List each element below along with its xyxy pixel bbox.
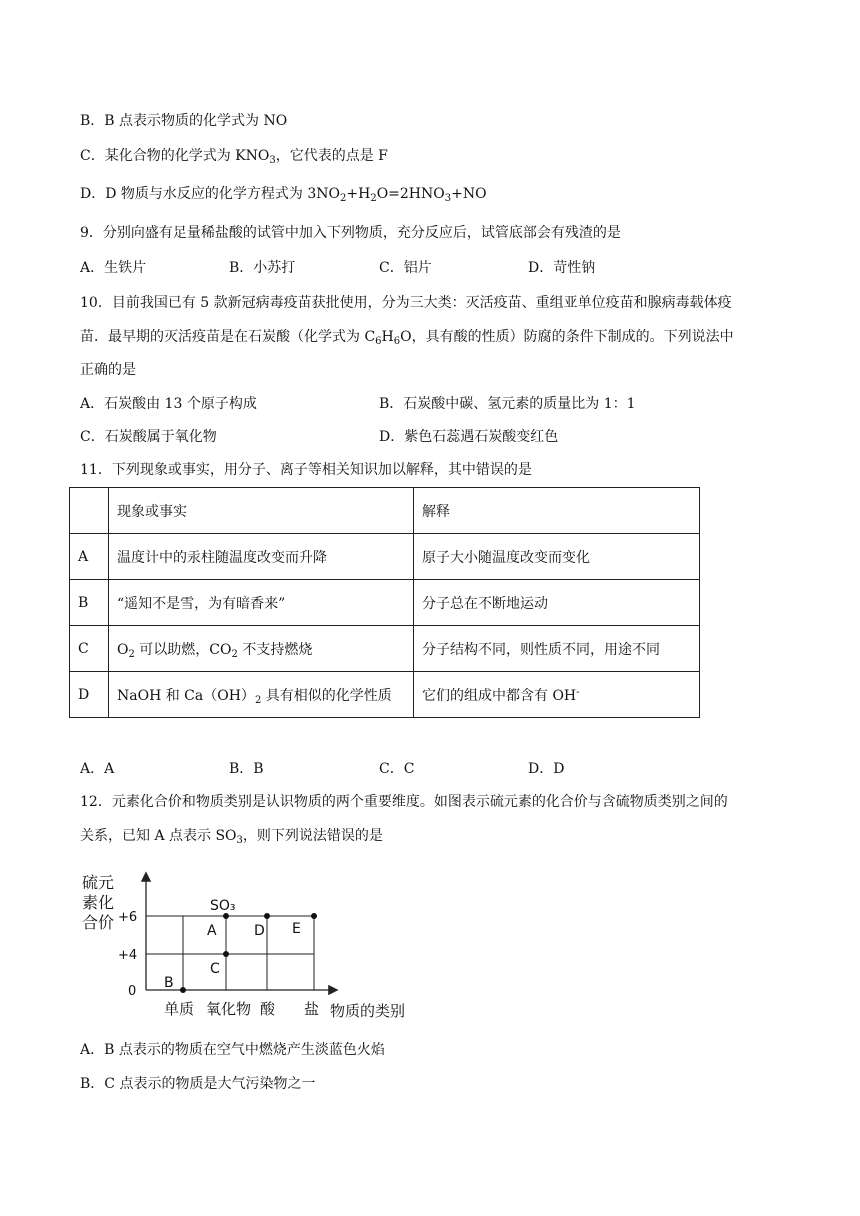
q10-option-d: D．紫色石蕊遇石炭酸变红色: [379, 429, 559, 445]
table-cell-key: D: [70, 672, 109, 718]
table-header-cell: [70, 488, 109, 534]
q11-stem: 11．下列现象或事实，用分子、离子等相关知识加以解释，其中错误的是: [80, 462, 532, 478]
q10-option-b: B．石炭酸中碳、氢元素的质量比为 1：1: [379, 396, 636, 412]
table-row: [70, 626, 700, 672]
table-header-cell: 解释: [414, 488, 700, 534]
q9-option-d: D．苛性钠: [528, 260, 596, 276]
table-cell-explain: 分子总在不断地运动: [414, 580, 700, 626]
q11-option-d: D．D: [528, 761, 565, 777]
table-cell-explain: 分子结构不同，则性质不同，用途不同: [414, 626, 700, 672]
x-tick-oxide: 氧化物: [206, 1000, 252, 1018]
x-tick-salt: 盐: [304, 1000, 320, 1018]
y-title-line3: 合价: [82, 913, 115, 932]
table-cell-explain: 它们的组成中都含有 OH-: [414, 672, 700, 718]
point-label-a: A: [207, 923, 217, 939]
q11-table: [69, 487, 700, 718]
table-cell-explain: 原子大小随温度改变而变化: [414, 534, 700, 580]
q9-option-a: A．生铁片: [80, 260, 147, 276]
point-label-b: B: [164, 975, 174, 991]
table-row: [70, 534, 700, 580]
q11-option-b: B．B: [229, 761, 264, 777]
table-cell-key: B: [70, 580, 109, 626]
table-header-cell: 现象或事实: [109, 488, 414, 534]
point-label-c: C: [210, 961, 220, 977]
q9-option-b: B．小苏打: [229, 260, 296, 276]
q11-option-c: C．C: [379, 761, 415, 777]
point-c: [223, 951, 229, 957]
q10-stem-line1: 10．目前我国已有 5 款新冠病毒疫苗获批使用，分为三大类：灭活疫苗、重组亚单位疫苗和腺病毒载体疫: [80, 295, 732, 311]
table-row: [70, 580, 700, 626]
x-title: 物质的类别: [330, 1002, 406, 1020]
table-cell-fact: $O_2$ 可以助燃，$CO_2$ 不支持燃烧: [109, 626, 414, 672]
point-label-d: D: [254, 923, 265, 939]
x-tick-elemental: 单质: [164, 1000, 195, 1018]
q12-option-b: B．C 点表示的物质是大气污染物之一: [80, 1076, 316, 1092]
q10-stem-line3: 正确的是: [80, 362, 136, 378]
table-row: [70, 672, 700, 718]
q9-option-c: C．铝片: [379, 260, 432, 276]
y-tick-plus4: +4: [118, 948, 138, 963]
table-cell-fact: 温度计中的汞柱随温度改变而升降: [109, 534, 414, 580]
q10-stem-line2: 苗．最早期的灭活疫苗是在石炭酸（化学式为 $C_6H_6O$，具有酸的性质）防腐的条件下制成的。下列说法中: [80, 329, 734, 347]
q12-stem-line1: 12．元素化合价和物质类别是认识物质的两个重要维度。如图表示硫元素的化合价与含硫物质类别之间的: [80, 794, 728, 810]
q12-stem-line2: 关系，已知 A 点表示 $SO_3$，则下列说法错误的是: [80, 828, 383, 846]
y-tick-zero: 0: [128, 984, 137, 999]
table-cell-fact: NaOH 和 $Ca(OH)_2$ 具有相似的化学性质: [109, 672, 414, 718]
q8-option-c: C．某化合物的化学式为 $KNO_3$，它代表的点是 F: [80, 148, 388, 166]
table-cell-key: C: [70, 626, 109, 672]
sulfur-valence-figure: [78, 868, 418, 1028]
y-title-line1: 硫元: [82, 873, 115, 892]
point-label-e: E: [292, 921, 301, 937]
table-cell-key: A: [70, 534, 109, 580]
q12-option-a: A．B 点表示的物质在空气中燃烧产生淡蓝色火焰: [80, 1042, 385, 1058]
q10-option-c: C．石炭酸属于氧化物: [80, 429, 217, 445]
point-e: [311, 913, 317, 919]
y-title-line2: 素化: [82, 893, 115, 912]
q8-option-d: D．D 物质与水反应的化学方程式为 $3NO_2+H_2O=2HNO_3+NO$: [80, 186, 487, 204]
point-b: [180, 987, 186, 993]
so3-label: SO₃: [210, 898, 236, 914]
point-d: [264, 913, 270, 919]
q8-option-b: B．B 点表示物质的化学式为 NO: [80, 113, 288, 129]
table-cell-fact: “遥知不是雪，为有暗香来”: [109, 580, 414, 626]
q9-stem: 9．分别向盛有足量稀盐酸的试管中加入下列物质，充分反应后，试管底部会有残渣的是: [80, 225, 621, 241]
q10-option-a: A．石炭酸由 13 个原子构成: [80, 396, 257, 412]
q11-option-a: A．A: [80, 761, 115, 777]
table-header-row: [70, 488, 700, 534]
y-tick-plus6: +6: [118, 910, 138, 925]
x-tick-acid: 酸: [260, 1000, 276, 1018]
